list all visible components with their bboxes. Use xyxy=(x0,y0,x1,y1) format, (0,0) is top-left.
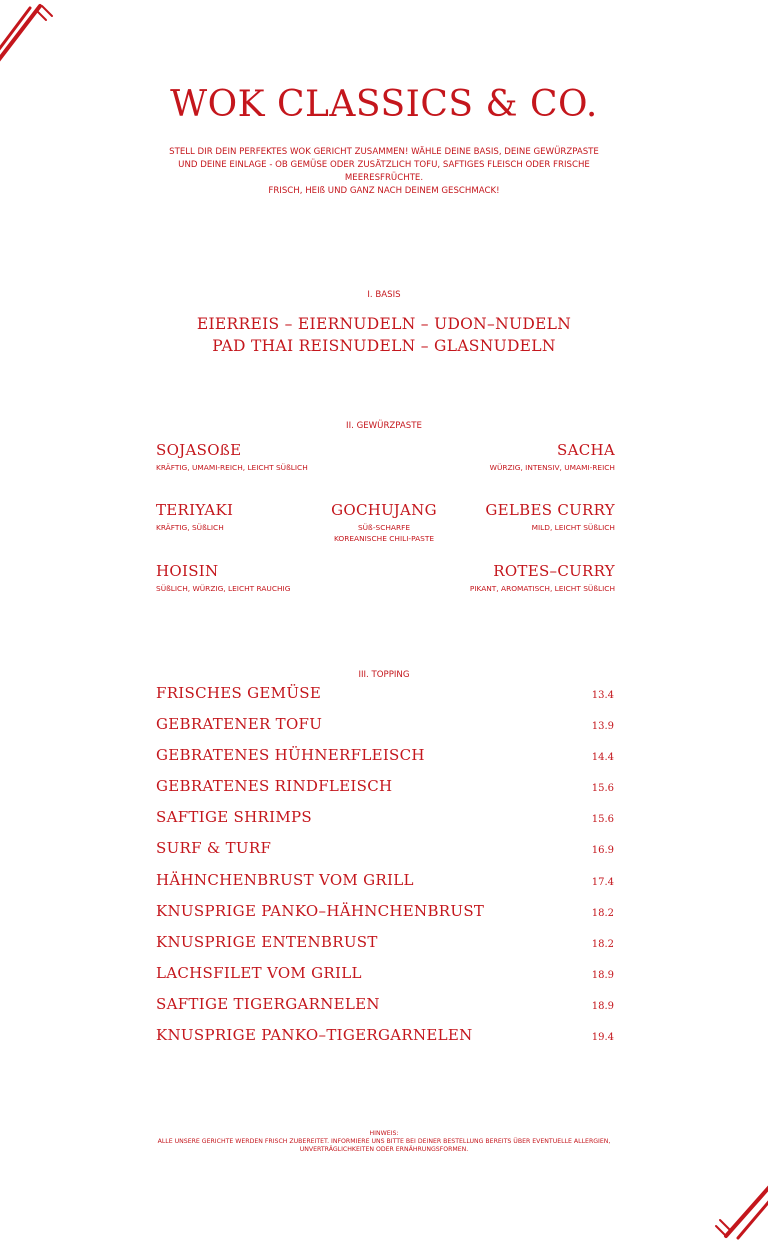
topping-name: LACHSFILET VOM GRILL xyxy=(156,963,362,982)
intro-line: STELL DIR DEIN PERFEKTES WOK GERICHT ZUSAMMEN! WÄHLE DEINE BASIS, DEINE GEWÜRZPASTE xyxy=(169,147,599,157)
topping-price: 15.6 xyxy=(591,814,614,826)
intro-line: FRISCH, HEIß UND GANZ NACH DEINEM GESCHMACK! xyxy=(268,186,500,196)
paste-name: SOJASOßE xyxy=(156,441,242,459)
topping-price: 13.9 xyxy=(591,721,614,733)
topping-row xyxy=(156,684,614,715)
basis-heading: I. BASIS xyxy=(367,290,401,300)
note-line: UNVERTRÄGLICHKEITEN ODER ERNÄHRUNGSFORMEN. xyxy=(299,1146,469,1154)
topping-price: 13.4 xyxy=(591,690,614,701)
paste-item-hoisin xyxy=(156,562,356,594)
paste-name: HOISIN xyxy=(156,562,219,580)
topping-price: 14.4 xyxy=(591,752,614,764)
basis-line: EIERREIS – EIERNUDELN – UDON–NUDELN xyxy=(196,315,572,333)
paste-item-gelbes-curry xyxy=(415,501,615,533)
paste-desc-line: SÜß-SCHARFE xyxy=(357,523,411,532)
topping-heading: III. TOPPING xyxy=(358,670,410,680)
paste-desc: PIKANT, AROMATISCH, LEICHT SÜßLICH xyxy=(469,584,615,593)
topping-name: SAFTIGE TIGERGARNELEN xyxy=(156,994,380,1013)
topping-row xyxy=(156,1026,614,1057)
paste-desc: KRÄFTIG, SÜßLICH xyxy=(156,523,224,532)
topping-row xyxy=(156,777,614,808)
paste-name: ROTES–CURRY xyxy=(493,562,615,580)
paste-item-sojasosse xyxy=(156,441,356,473)
paste-desc: MILD, LEICHT SÜßLICH xyxy=(531,523,615,532)
topping-list xyxy=(156,684,614,1057)
topping-row xyxy=(156,964,614,995)
topping-row xyxy=(156,746,614,777)
topping-name: KNUSPRIGE ENTENBRUST xyxy=(156,932,378,951)
topping-row xyxy=(156,902,614,933)
topping-price: 18.2 xyxy=(591,907,614,919)
topping-price: 18.9 xyxy=(591,1000,614,1012)
intro-line: MEERESFRÜCHTE. xyxy=(344,173,424,183)
topping-name: SAFTIGE SHRIMPS xyxy=(156,808,312,827)
paste-desc: WÜRZIG, INTENSIV, UMAMI-REICH xyxy=(489,463,615,472)
paste-name: SACHA xyxy=(557,441,615,459)
topping-price: 18.9 xyxy=(591,969,614,981)
topping-price: 18.2 xyxy=(591,938,614,950)
paste-item-rotes-curry xyxy=(415,562,615,594)
topping-row xyxy=(156,871,614,902)
paste-desc-line: KOREANISCHE CHILI-PASTE xyxy=(333,534,435,543)
topping-name: KNUSPRIGE PANKO–HÄHNCHENBRUST xyxy=(156,901,485,920)
topping-name: KNUSPRIGE PANKO–TIGERGARNELEN xyxy=(156,1026,473,1045)
intro-text xyxy=(140,146,628,198)
intro-line: UND DEINE EINLAGE - OB GEMÜSE ODER ZUSÄTZLICH TOFU, SAFTIGES FLEISCH ODER FRISCHE xyxy=(178,160,590,170)
paste-desc: KRÄFTIG, UMAMI-REICH, LEICHT SÜßLICH xyxy=(156,463,308,472)
paste-desc: SÜßLICH, WÜRZIG, LEICHT RAUCHIG xyxy=(156,584,291,593)
topping-price: 16.9 xyxy=(591,845,614,857)
topping-price: 15.6 xyxy=(591,783,614,795)
menu-title: WOK CLASSICS & CO. xyxy=(170,84,598,125)
paste-name: TERIYAKI xyxy=(156,501,234,519)
topping-name: GEBRATENES RINDFLEISCH xyxy=(156,777,393,796)
chopsticks-icon xyxy=(712,1180,768,1245)
basis-line: PAD THAI REISNUDELN – GLASNUDELN xyxy=(212,337,556,355)
allergy-note xyxy=(140,1130,628,1155)
topping-name: HÄHNCHENBRUST VOM GRILL xyxy=(156,870,414,889)
paste-name: GOCHUJANG xyxy=(331,501,437,519)
topping-row xyxy=(156,995,614,1026)
paste-item-sacha xyxy=(415,441,615,473)
chopsticks-icon xyxy=(0,0,60,70)
topping-name: FRISCHES GEMÜSE xyxy=(156,684,322,702)
topping-row xyxy=(156,933,614,964)
topping-row xyxy=(156,715,614,746)
note-label: HINWEIS: xyxy=(369,1130,399,1137)
topping-row xyxy=(156,839,614,870)
paste-name: GELBES CURRY xyxy=(485,501,615,519)
topping-row xyxy=(156,808,614,839)
topping-name: GEBRATENER TOFU xyxy=(156,715,323,734)
paste-heading: II. GEWÜRZPASTE xyxy=(346,421,422,431)
topping-price: 17.4 xyxy=(591,876,614,888)
topping-price: 19.4 xyxy=(591,1032,614,1044)
note-line: ALLE UNSERE GERICHTE WERDEN FRISCH ZUBEREITET. INFORMIERE UNS BITTE BEI DEINER BESTELLUNG BEREITS ÜBER EVENTUELLE ALLERGIEN, xyxy=(157,1138,611,1146)
topping-name: SURF & TURF xyxy=(156,839,272,858)
topping-name: GEBRATENES HÜHNERFLEISCH xyxy=(156,746,425,765)
